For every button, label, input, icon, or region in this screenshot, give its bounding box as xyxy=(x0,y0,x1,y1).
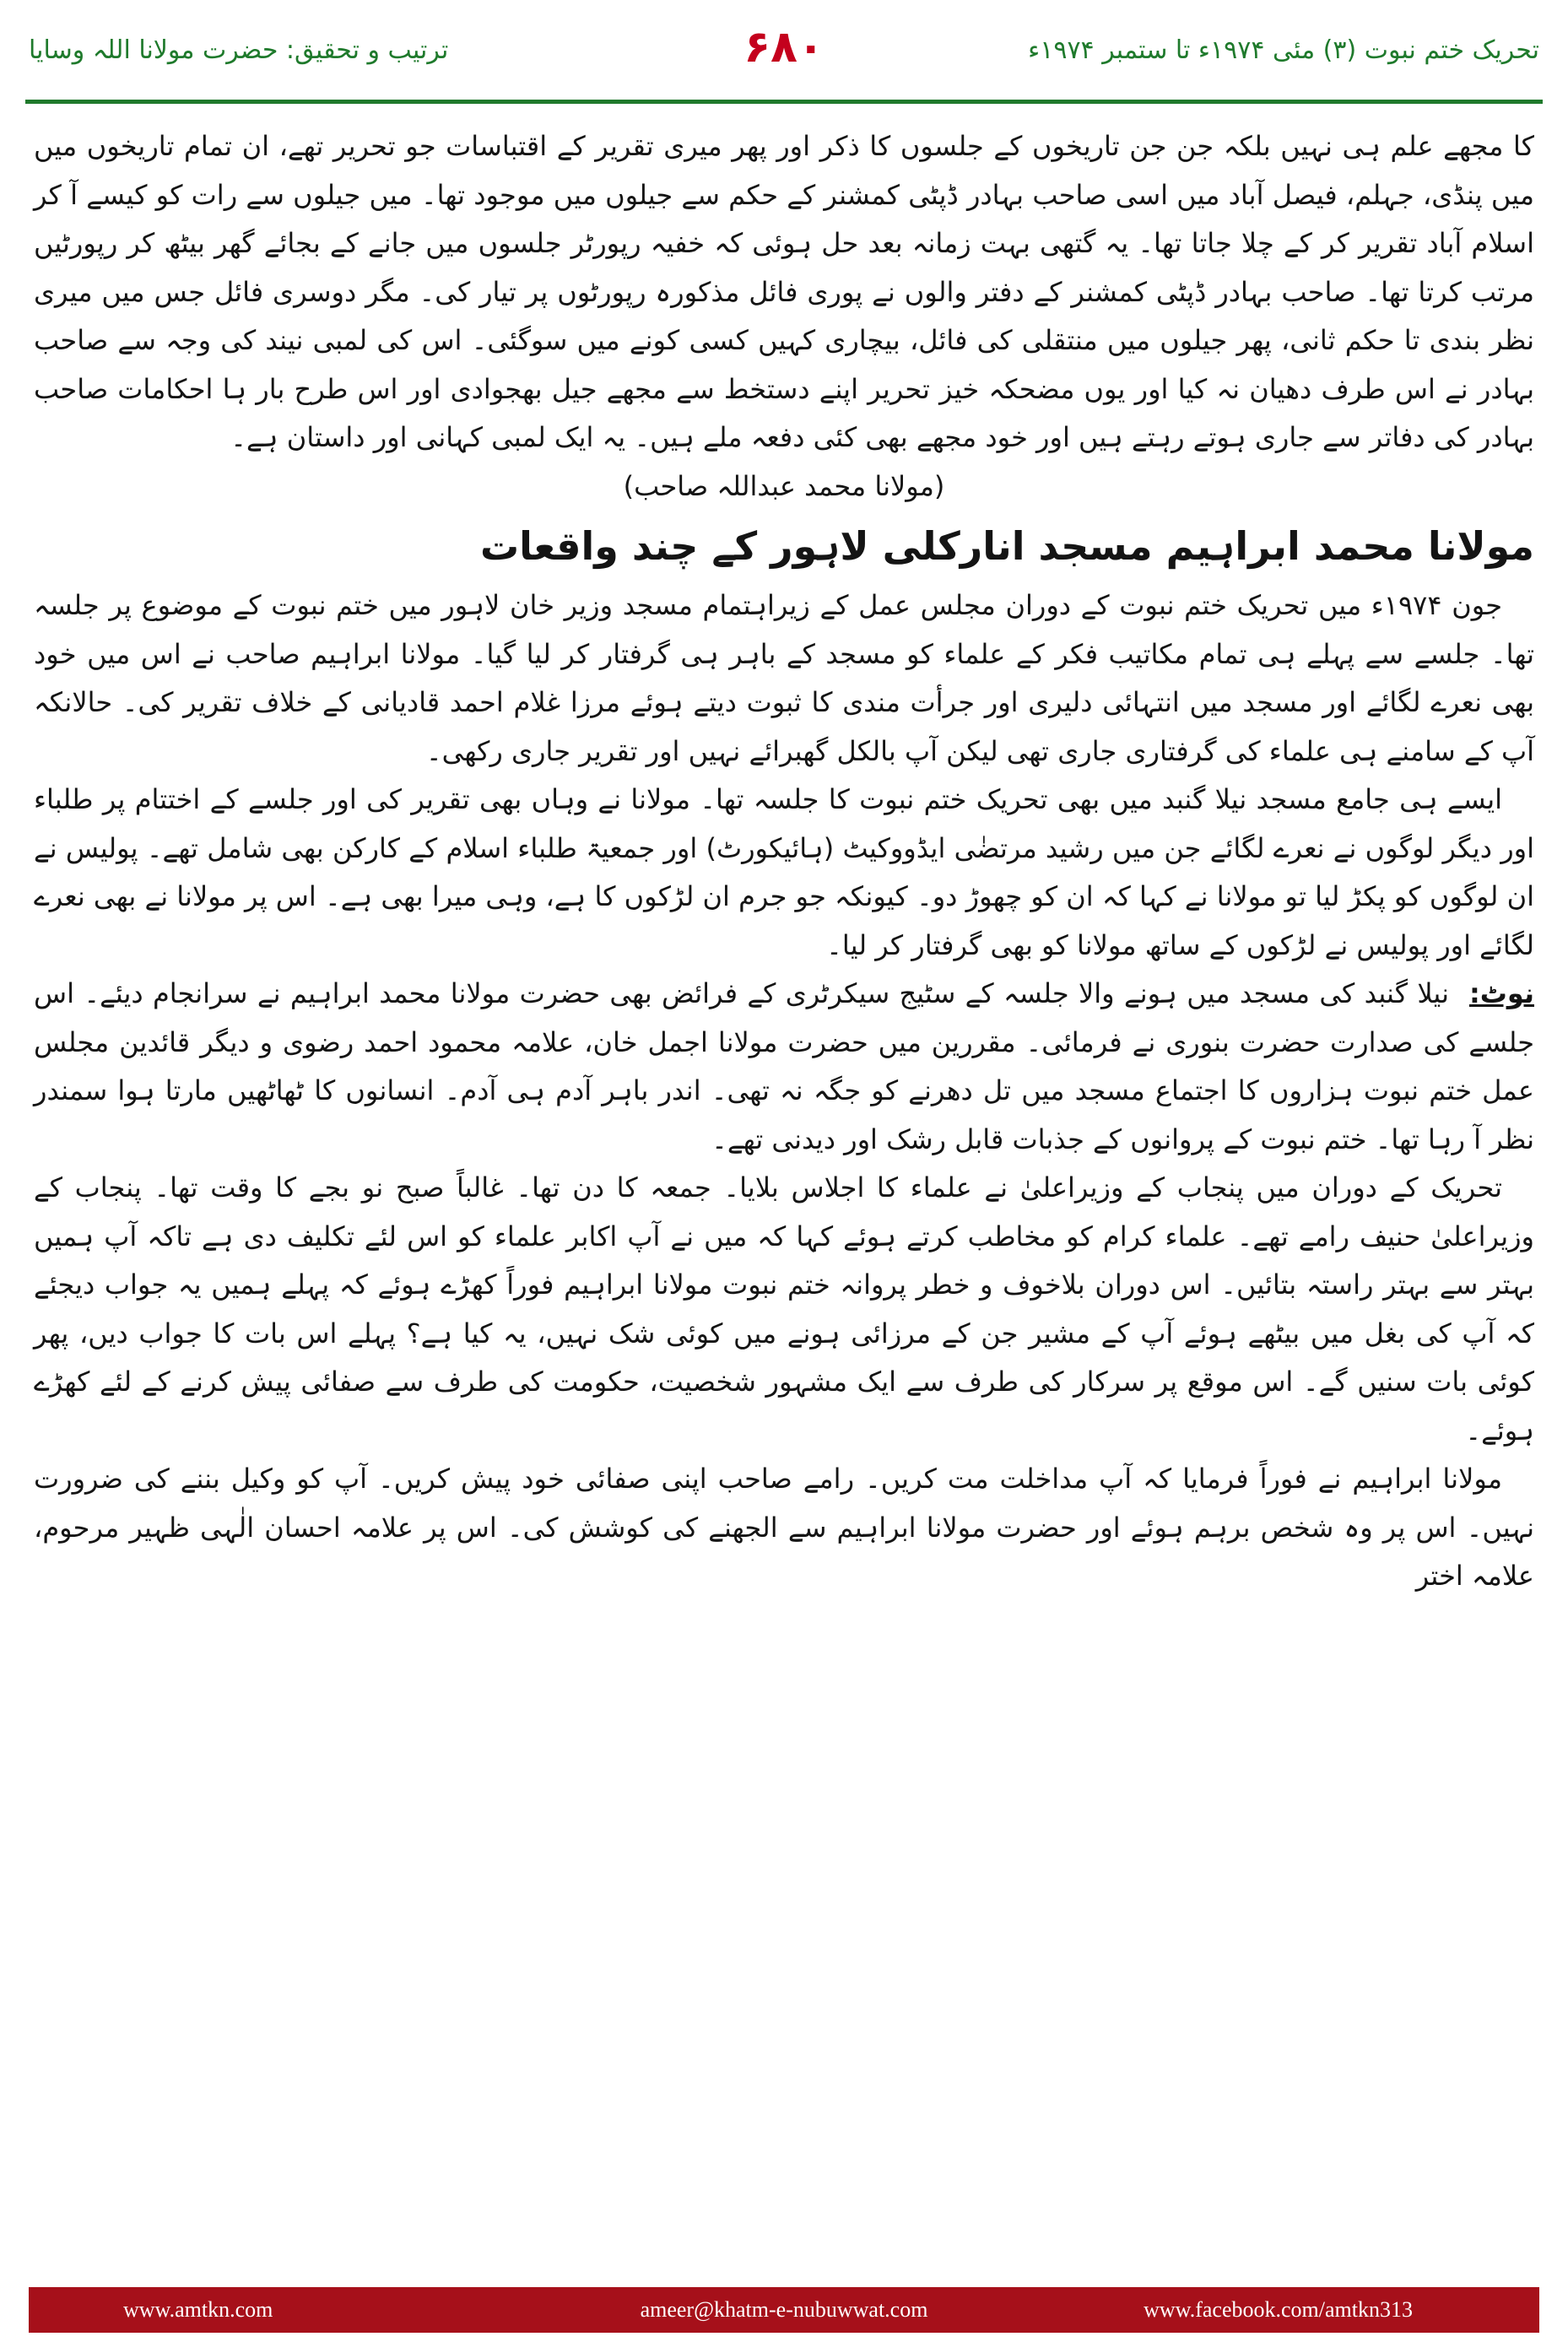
page-number: ۶۸۰ xyxy=(743,22,825,73)
paragraph: جون ۱۹۷۴ء میں تحریک ختم نبوت کے دوران مجلس عمل کے زیراہتمام مسجد وزیر خان لاہور میں ختم نبوت کے موضوع پر جلسہ تھا۔ جلسے سے پہلے ہی تمام مکاتیب فکر کے علماء کو مسجد کے باہر ہی گرفتار کر لیا گیا۔ مولانا ابراہیم صاحب نے اس میں خود بھی نعرے لگائے اور مسجد میں انتہائی دلیری اور جرأت مندی کا ثبوت دیتے ہوئے مرزا غلام احمد قادیانی کے خلاف تقریر کی۔ حالانکہ آپ کے سامنے ہی علماء کی گرفتاری جاری تھی لیکن آپ بالکل گھبرائے نہیں اور تقریر جاری رکھی۔ xyxy=(34,589,1535,767)
author-signoff: (مولانا محمد عبداللہ صاحب) xyxy=(623,469,945,502)
compiler-credit: ترتیب و تحقیق: حضرت مولانا اللہ وسایا xyxy=(29,35,449,65)
paragraph: ایسے ہی جامع مسجد نیلا گنبد میں بھی تحریک ختم نبوت کا جلسہ تھا۔ مولانا نے وہاں بھی تقریر کی اور جلسے کے اختتام پر طلباء اور دیگر لوگوں نے نعرے لگائے جن میں رشید مرتضٰی ایڈووکیٹ (ہائیکورٹ) اور جمعیۃ طلباء اسلام کے کارکن بھی شامل تھے۔ پولیس نے ان لوگوں کو پکڑ لیا تو مولانا نے کہا کہ ان کو چھوڑ دو۔ کیونکہ جو جرم ان لڑکوں کا ہے، وہی میرا بھی ہے۔ اس پر مولانا نے بھی نعرے لگائے اور پولیس نے لڑکوں کے ساتھ مولانا کو بھی گرفتار کر لیا۔ xyxy=(34,783,1534,961)
paragraph: مولانا ابراہیم نے فوراً فرمایا کہ آپ مداخلت مت کریں۔ رامے صاحب اپنی صفائی خود پیش کریں۔ آپ کو وکیل بننے کی ضرورت نہیں۔ اس پر وہ شخص برہم ہوئے اور حضرت مولانا ابراہیم سے الجھنے کی کوشش کی۔ اس پر علامہ احسان الٰہی ظہیر مرحوم، علامہ اختر xyxy=(34,1463,1534,1592)
page-body xyxy=(34,122,1534,1601)
paragraph-continued: کا مجھے علم ہی نہیں بلکہ جن جن تاریخوں کے جلسوں کا ذکر اور پھر میری تقریر کے اقتباسات جو تحریر تھے، ان تمام تاریخوں میں میں پنڈی، جہلم، فیصل آباد میں اسی صاحب بہادر ڈپٹی کمشنر کے حکم سے جیلوں میں موجود تھا۔ میں جیلوں سے رات کو کیسے آ کر اسلام آباد تقریر کر کے چلا جاتا تھا۔ یہ گتھی بہت زمانہ بعد حل ہوئی کہ خفیہ رپورٹر جلسوں میں جانے کے بجائے گھر بیٹھ کر رپورٹیں مرتب کرتا تھا۔ صاحب بہادر ڈپٹی کمشنر کے دفتر والوں نے پوری فائل مذکورہ رپورٹوں پر تیار کی۔ مگر دوسری فائل جس میں میری نظر بندی تا حکم ثانی، پھر جیلوں میں منتقلی کی فائل، بیچاری کہیں کسی کونے میں سوگئی۔ اس کی لمبی نیند کی وجہ سے صاحب بہادر نے اس طرف دھیان نہ کیا اور یوں مضحکہ خیز تحریر اپنے دستخط سے مجھے جیل بھجوادی اور اس طرح بار ہا احکامات صاحب بہادر کی دفاتر سے جاری ہوتے رہتے ہیں اور خود مجھے بھی کئی دفعہ ملے ہیں۔ یہ ایک لمبی کہانی اور داستان ہے۔ xyxy=(34,130,1535,453)
page-header xyxy=(0,0,1568,118)
section-heading: مولانا محمد ابراہیم مسجد انارکلی لاہور کے چند واقعات xyxy=(479,523,1534,569)
footer-bar xyxy=(29,2287,1539,2333)
note-label: نوٹ: xyxy=(1468,977,1534,1009)
email-link[interactable]: ameer@khatm-e-nubuwwat.com xyxy=(640,2297,928,2322)
header-divider xyxy=(25,100,1543,104)
note-text: نیلا گنبد کی مسجد میں ہونے والا جلسہ کے سٹیج سیکرٹری کے فرائض بھی حضرت مولانا محمد ابراہیم نے سرانجام دیئے۔ اس جلسے کی صدارت حضرت بنوری نے فرمائی۔ مقررین میں حضرت مولانا اجمل خان، علامہ محمود احمد رضوی و دیگر قائدین مجلس عمل ختم نبوت ہزاروں کا اجتماع مسجد میں تل دھرنے کو جگہ نہ تھی۔ اندر باہر آدم ہی آدم۔ انسانوں کا ٹھاٹھیں مارتا ہوا سمندر نظر آ رہا تھا۔ ختم نبوت کے پروانوں کے جذبات قابل رشک اور دیدنی تھے۔ xyxy=(34,977,1534,1155)
facebook-link[interactable]: www.facebook.com/amtkn313 xyxy=(1144,2297,1413,2322)
paragraph: تحریک کے دوران میں پنجاب کے وزیراعلیٰ نے علماء کا اجلاس بلایا۔ جمعہ کا دن تھا۔ غالباً صبح نو بجے کا وقت تھا۔ پنجاب کے وزیراعلیٰ حنیف رامے تھے۔ علماء کرام کو مخاطب کرتے ہوئے کہا کہ میں نے آپ اکابر علماء کو اس لئے تکلیف دی ہے تاکہ آپ ہمیں بہتر سے بہتر راستہ بتائیں۔ اس دوران بلاخوف و خطر پروانہ ختم نبوت مولانا ابراہیم فوراً کھڑے ہوئے کہ پہلے ہمیں یہ جواب دیجئے کہ آپ کی بغل میں بیٹھے ہوئے آپ کے مشیر جن کے مرزائی ہونے میں کوئی شک نہیں، یہ کیا ہے؟ پہلے اس بات کا جواب دیں، پھر کوئی بات سنیں گے۔ اس موقع پر سرکار کی طرف سے ایک مشہور شخصیت، حکومت کی طرف سے صفائی پیش کرنے کے لئے کھڑے ہوئے۔ xyxy=(34,1171,1535,1447)
running-title: تحریک ختم نبوت (۳) مئی ۱۹۷۴ء تا ستمبر ۱۹۷۴ء xyxy=(1028,35,1539,65)
website-link[interactable]: www.amtkn.com xyxy=(123,2297,273,2322)
note-paragraph xyxy=(34,970,1534,1164)
